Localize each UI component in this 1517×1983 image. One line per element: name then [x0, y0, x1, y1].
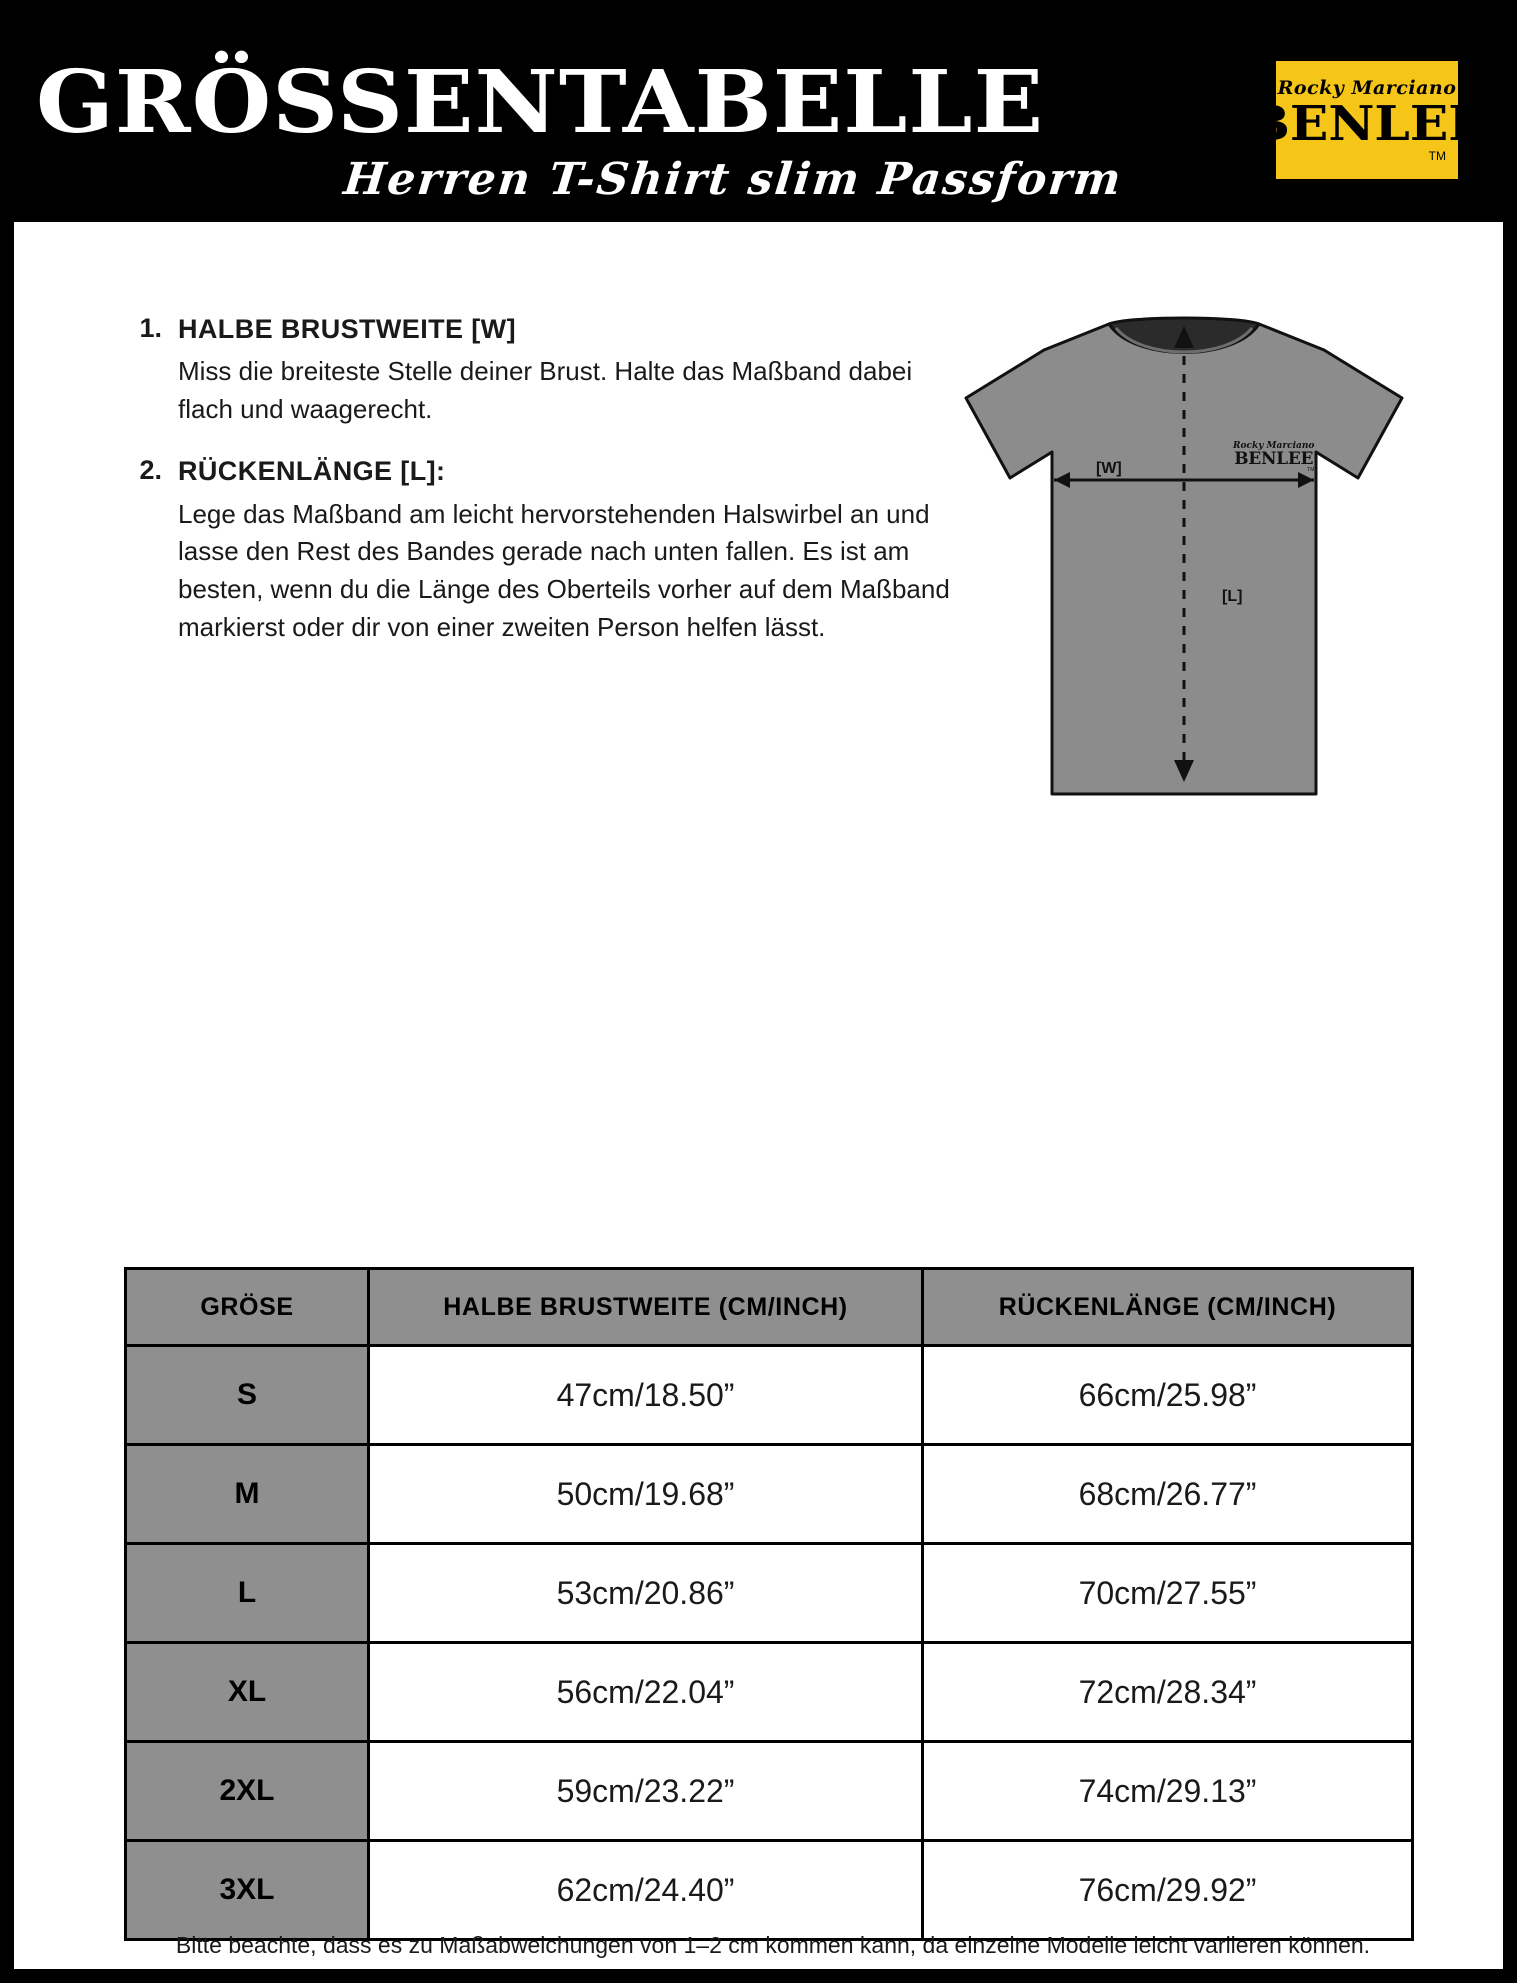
shirt-chest-logo — [1233, 442, 1314, 473]
logo-trademark-text: TM — [1428, 149, 1446, 163]
table-row — [126, 1841, 1413, 1940]
cell-chest: 47cm/18.50” — [369, 1346, 923, 1445]
table-row — [126, 1346, 1413, 1445]
size-table — [124, 1267, 1414, 1941]
cell-size: L — [126, 1544, 369, 1643]
benlee-logo — [1247, 56, 1487, 184]
cell-size: 2XL — [126, 1742, 369, 1841]
column-header-size: GRÖSE — [126, 1269, 369, 1346]
cell-size: S — [126, 1346, 369, 1445]
cell-length: 76cm/29.92” — [923, 1841, 1413, 1940]
column-header-length: RÜCKENLÄNGE (CM/INCH) — [923, 1269, 1413, 1346]
instruction-text: Miss die breiteste Stelle deiner Brust. Halte das Maßband dabei flach und waagerecht. — [178, 356, 913, 424]
length-measure-label: [L] — [1222, 588, 1243, 605]
cell-length: 72cm/28.34” — [923, 1643, 1413, 1742]
logo-main-text: BENLEE — [1247, 96, 1487, 152]
shirt-logo-top-text: Rocky Marciano — [1233, 441, 1315, 451]
cell-chest: 50cm/19.68” — [369, 1445, 923, 1544]
cell-chest: 53cm/20.86” — [369, 1544, 923, 1643]
table-header-row — [126, 1269, 1413, 1346]
page-header — [14, 14, 1503, 222]
cell-chest: 59cm/23.22” — [369, 1742, 923, 1841]
instruction-title: HALBE BRUSTWEITE [W] — [178, 314, 516, 344]
table-row — [126, 1643, 1413, 1742]
footnote-text: Bitte beachte, dass es zu Maßabweichungen von 1–2 cm kommen kann, da einzelne Modelle leicht variieren können. — [175, 1932, 1371, 1958]
instruction-body — [178, 454, 956, 646]
shirt-logo-main-text: BENLEE — [1234, 449, 1314, 469]
instruction-title: RÜCKENLÄNGE [L]: — [178, 456, 446, 487]
measurement-instructions — [126, 312, 956, 672]
column-header-chest: HALBE BRUSTWEITE (CM/INCH) — [369, 1269, 923, 1346]
tshirt-icon — [944, 302, 1424, 872]
cell-size: XL — [126, 1643, 369, 1742]
instruction-body — [178, 312, 956, 428]
cell-chest: 62cm/24.40” — [369, 1841, 923, 1940]
size-table-wrapper — [124, 1267, 1414, 1941]
cell-size: 3XL — [126, 1841, 369, 1940]
width-measure-label: [W] — [1096, 460, 1122, 477]
table-header — [126, 1269, 1413, 1346]
instruction-number: 1. — [139, 313, 162, 343]
cell-length: 66cm/25.98” — [923, 1346, 1413, 1445]
cell-length: 68cm/26.77” — [923, 1445, 1413, 1544]
instruction-step — [126, 312, 956, 428]
instruction-number: 2. — [139, 455, 162, 486]
table-body — [126, 1346, 1413, 1940]
tshirt-diagram — [944, 302, 1424, 872]
page-title: GRÖSSENTABELLE — [36, 52, 1045, 153]
cell-length: 74cm/29.13” — [923, 1742, 1413, 1841]
instruction-text: Lege das Maßband am leicht hervorstehenden Halswirbel an und lasse den Rest des Bandes gerade nach unten fallen. Es ist am besten, wenn du die Länge des Oberteils vorher auf dem Maßband markierst oder dir von einer zweiten Person helfen lässt. — [178, 498, 950, 642]
table-row — [126, 1445, 1413, 1544]
page-subtitle: Herren T-Shirt slim Passform — [341, 154, 1125, 205]
cell-size: M — [126, 1445, 369, 1544]
table-row — [126, 1742, 1413, 1841]
logo-top-text: Rocky Marciano — [1277, 77, 1457, 99]
cell-length: 70cm/27.55” — [923, 1544, 1413, 1643]
cell-chest: 56cm/22.04” — [369, 1643, 923, 1742]
table-row — [126, 1544, 1413, 1643]
instruction-step — [126, 454, 956, 646]
shirt-logo-trademark-text: TM — [1307, 467, 1315, 473]
